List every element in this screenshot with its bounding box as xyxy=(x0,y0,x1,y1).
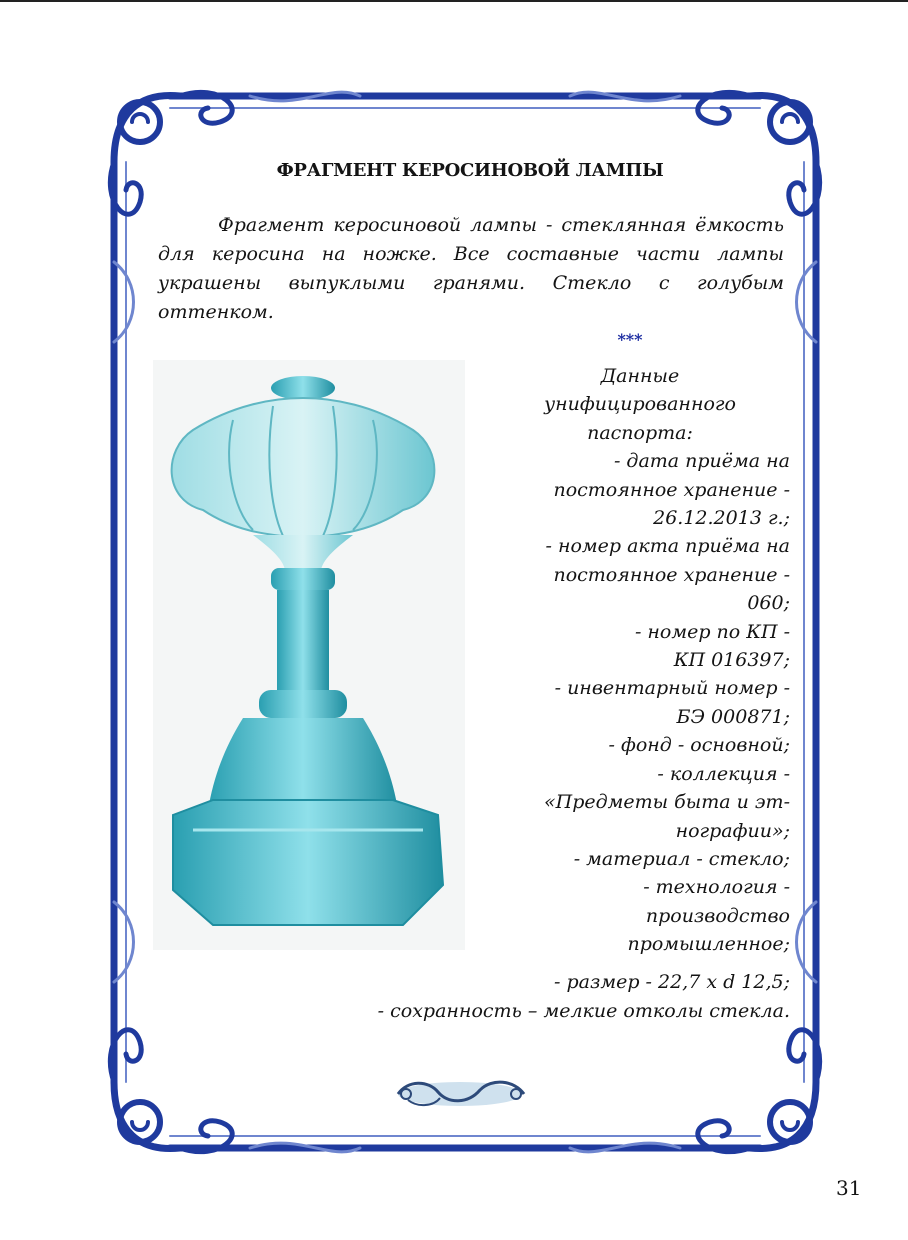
size-line: - размер - 22,7 х d 12,5; xyxy=(554,971,790,993)
kerosene-lamp-photo xyxy=(153,360,465,950)
passport-heading-2: унифицированного xyxy=(544,393,736,416)
passport-line: 26.12.2013 г.; xyxy=(653,507,790,530)
condition-line: - сохранность – мелкие отколы стекла. xyxy=(377,1000,790,1022)
passport-line: - фонд - основной; xyxy=(608,734,790,757)
passport-line: КП 016397; xyxy=(673,649,790,672)
page-title: ФРАГМЕНТ КЕРОСИНОВОЙ ЛАМПЫ xyxy=(276,160,664,181)
passport-line: постоянное хранение - xyxy=(553,478,790,501)
bottom-ornament xyxy=(388,1072,533,1114)
intro-paragraph: Фрагмент керосиновой лампы - стеклянная ёмкость для керосина на ножке. Все составные части лампы украшены выпуклыми гранями. Стекло с голубым оттенком. xyxy=(158,214,784,323)
passport-line: 060; xyxy=(747,592,790,615)
passport-line: - инвентарный номер - xyxy=(554,677,790,700)
passport-heading-3: паспорта: xyxy=(587,421,693,444)
separator-stars: *** xyxy=(617,330,643,349)
passport-data xyxy=(480,362,790,959)
passport-line: - коллекция - xyxy=(657,762,790,785)
passport-line: - номер акта приёма на xyxy=(545,535,790,558)
passport-line: БЭ 000871; xyxy=(676,705,790,728)
passport-line: - технология - xyxy=(643,876,790,899)
passport-heading-1: Данные xyxy=(600,365,680,387)
passport-line: - материал - стекло; xyxy=(573,847,790,870)
passport-tail xyxy=(250,968,790,1026)
passport-line: производство xyxy=(645,904,790,927)
passport-line: постоянное хранение - xyxy=(553,563,790,586)
top-rule xyxy=(0,0,908,2)
passport-line: - номер по КП - xyxy=(634,620,790,643)
passport-line: «Предметы быта и эт- xyxy=(544,791,790,814)
page-number: 31 xyxy=(836,1176,862,1200)
passport-line: промышленное; xyxy=(627,933,790,956)
passport-line: нографии»; xyxy=(675,819,790,842)
passport-line: - дата приёма на xyxy=(613,450,790,473)
